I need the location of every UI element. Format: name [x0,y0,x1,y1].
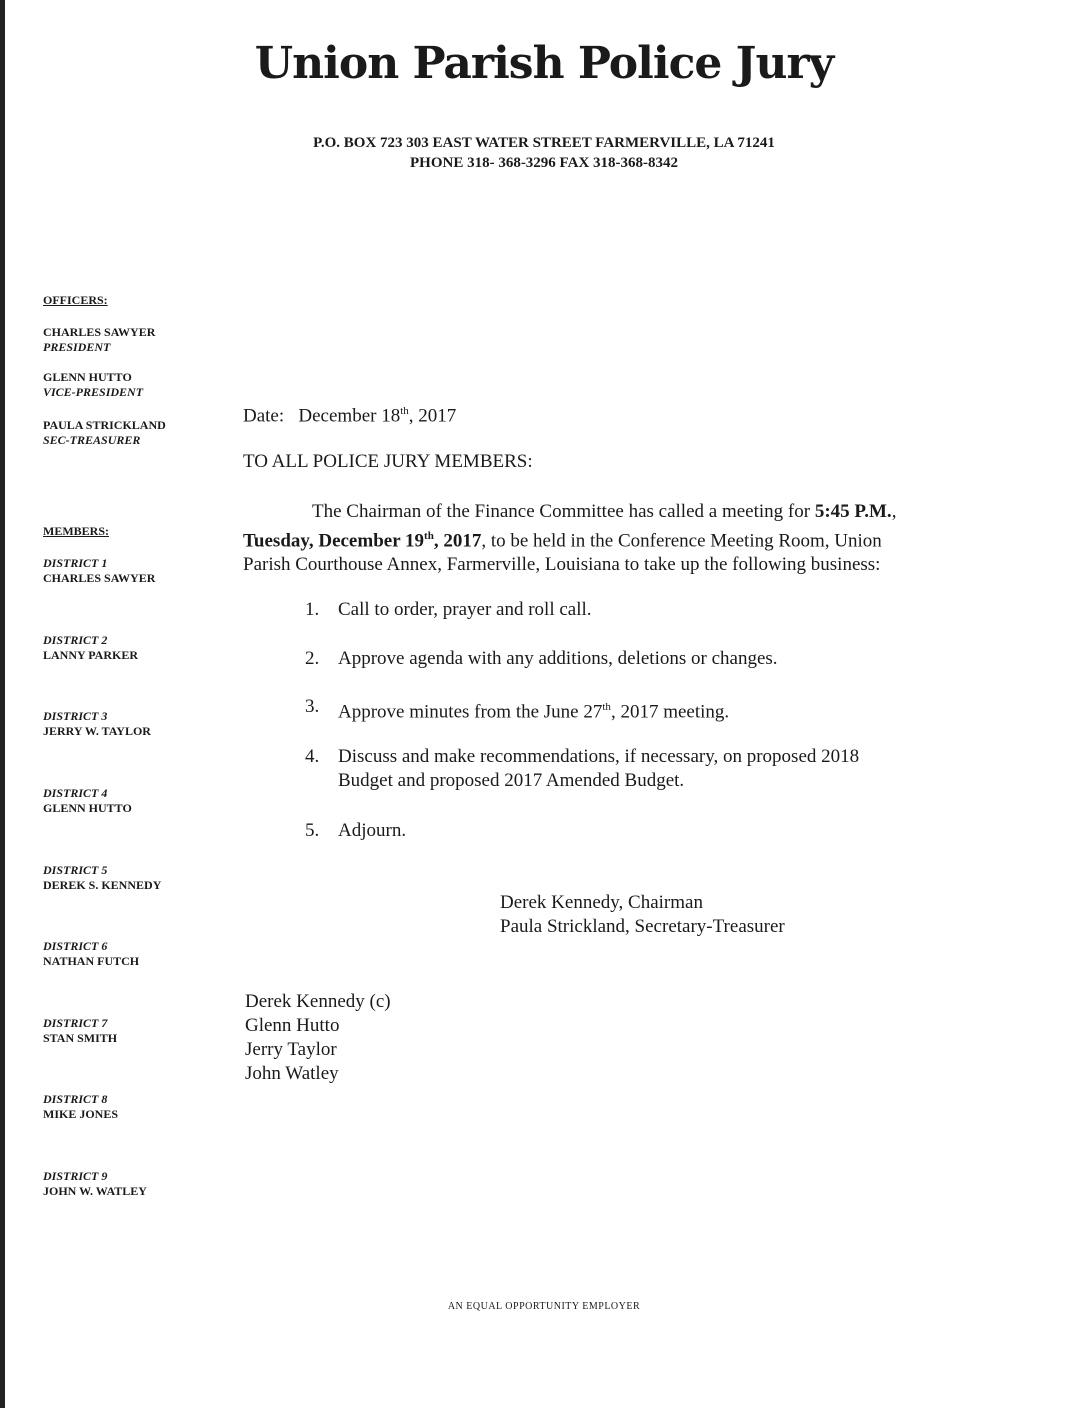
officer-name: GLENN HUTTO [43,370,132,384]
agenda-item-suffix: th [602,701,611,713]
member-entry [43,709,151,739]
agenda-item-text-a: Approve minutes from the June 27 [338,701,603,723]
intro-text-a: The Chairman of the Finance Committee has called a meeting for [312,501,815,522]
agenda-item-text: Adjourn. [338,820,407,841]
agenda-item-number: 4. [305,746,320,767]
member-name: STAN SMITH [43,1031,118,1045]
officer-entry [43,418,166,448]
agenda-item [305,819,938,843]
member-entry [43,1016,117,1046]
members-heading: MEMBERS: [43,524,109,538]
agenda-item-number: 3. [305,696,320,717]
date-year: , 2017 [408,405,457,427]
member-name: MIKE JONES [43,1107,119,1121]
salutation: TO ALL POLICE JURY MEMBERS: [243,451,533,472]
member-entry [43,786,132,816]
agenda-item-number: 5. [305,820,320,841]
member-entry [43,1092,118,1122]
agenda-item-text: Approve agenda with any additions, deletions or changes. [338,648,778,669]
officer-role: VICE-PRESIDENT [43,385,144,399]
member-district: DISTRICT 2 [43,633,108,647]
officer-name: CHARLES SAWYER [43,325,156,339]
signature-chairman: Derek Kennedy, Chairman [500,892,703,913]
member-name: LANNY PARKER [43,648,138,662]
member-entry [43,863,161,893]
intro-line-2 [243,524,1003,553]
signature-secretary: Paula Strickland, Secretary-Treasurer [500,916,785,937]
signature-block [500,891,785,939]
agenda-item [305,598,938,622]
member-district: DISTRICT 4 [43,786,108,800]
member-district: DISTRICT 9 [43,1169,108,1183]
agenda-item-number: 1. [305,599,320,620]
member-name: GLENN HUTTO [43,801,132,815]
letter-date [243,399,456,428]
intro-line-1 [243,500,1003,524]
agenda-item [305,647,938,671]
member-district: DISTRICT 6 [43,939,108,953]
officer-role: SEC-TREASURER [43,433,141,447]
agenda-item-line-1: Discuss and make recommendations, if necessary, on proposed 2018 [338,746,860,767]
intro-paragraph [243,500,1003,577]
meeting-year: , 2017 [433,530,482,552]
officer-name: PAULA STRICKLAND [43,418,166,432]
letterhead-phone: PHONE 318- 368-3296 FAX 318-368-8342 [409,155,679,171]
date-value: December 18 [298,405,401,427]
committee-member: John Watley [245,1063,339,1084]
member-entry [43,1169,147,1199]
agenda-item-text-b: , 2017 meeting. [610,701,730,723]
member-entry [43,556,155,586]
agenda-item-text [338,695,938,724]
intro-line-3: Parish Courthouse Annex, Farmerville, Louisiana to take up the following business: [243,554,881,576]
scan-edge [0,0,5,1408]
agenda-item [305,695,938,724]
officer-entry [43,370,143,400]
member-district: DISTRICT 1 [43,556,108,570]
intro-text-b: , [891,501,897,522]
agenda-item [305,745,938,793]
member-district: DISTRICT 7 [43,1016,108,1030]
member-district: DISTRICT 8 [43,1092,108,1106]
committee-member: Jerry Taylor [245,1039,337,1060]
committee-list [245,990,391,1086]
member-name: DEREK S. KENNEDY [43,878,162,892]
member-name: NATHAN FUTCH [43,954,140,968]
agenda-item-text [338,745,938,793]
date-label: Date: [243,405,285,427]
committee-member: Derek Kennedy (c) [245,991,391,1012]
member-name: JOHN W. WATLEY [43,1184,147,1198]
officer-role: PRESIDENT [43,340,111,354]
footer-eoe: AN EQUAL OPPORTUNITY EMPLOYER [447,1301,641,1312]
member-district: DISTRICT 3 [43,709,108,723]
agenda-item-line-2: Budget and proposed 2017 Amended Budget. [338,770,685,791]
intro-text-c: , to be held in the Conference Meeting Room, Union [481,530,882,552]
member-name: CHARLES SAWYER [43,571,156,585]
member-entry [43,939,139,969]
member-district: DISTRICT 5 [43,863,108,877]
meeting-time: 5:45 P.M. [814,501,892,522]
agenda-item-text: Call to order, prayer and roll call. [338,599,592,620]
letterhead-address: P.O. BOX 723 303 EAST WATER STREET FARMERVILLE, LA 71241 [313,135,775,151]
meeting-day-suffix: th [424,530,434,542]
meeting-day: Tuesday, December 19 [243,530,425,552]
letterhead-title: Union Parish Police Jury [254,38,834,89]
member-name: JERRY W. TAYLOR [43,724,151,738]
committee-member: Glenn Hutto [245,1015,340,1036]
agenda-item-number: 2. [305,648,320,669]
date-suffix: th [400,405,409,417]
officer-entry [43,325,155,355]
officers-heading: OFFICERS: [43,293,108,307]
member-entry [43,633,138,663]
